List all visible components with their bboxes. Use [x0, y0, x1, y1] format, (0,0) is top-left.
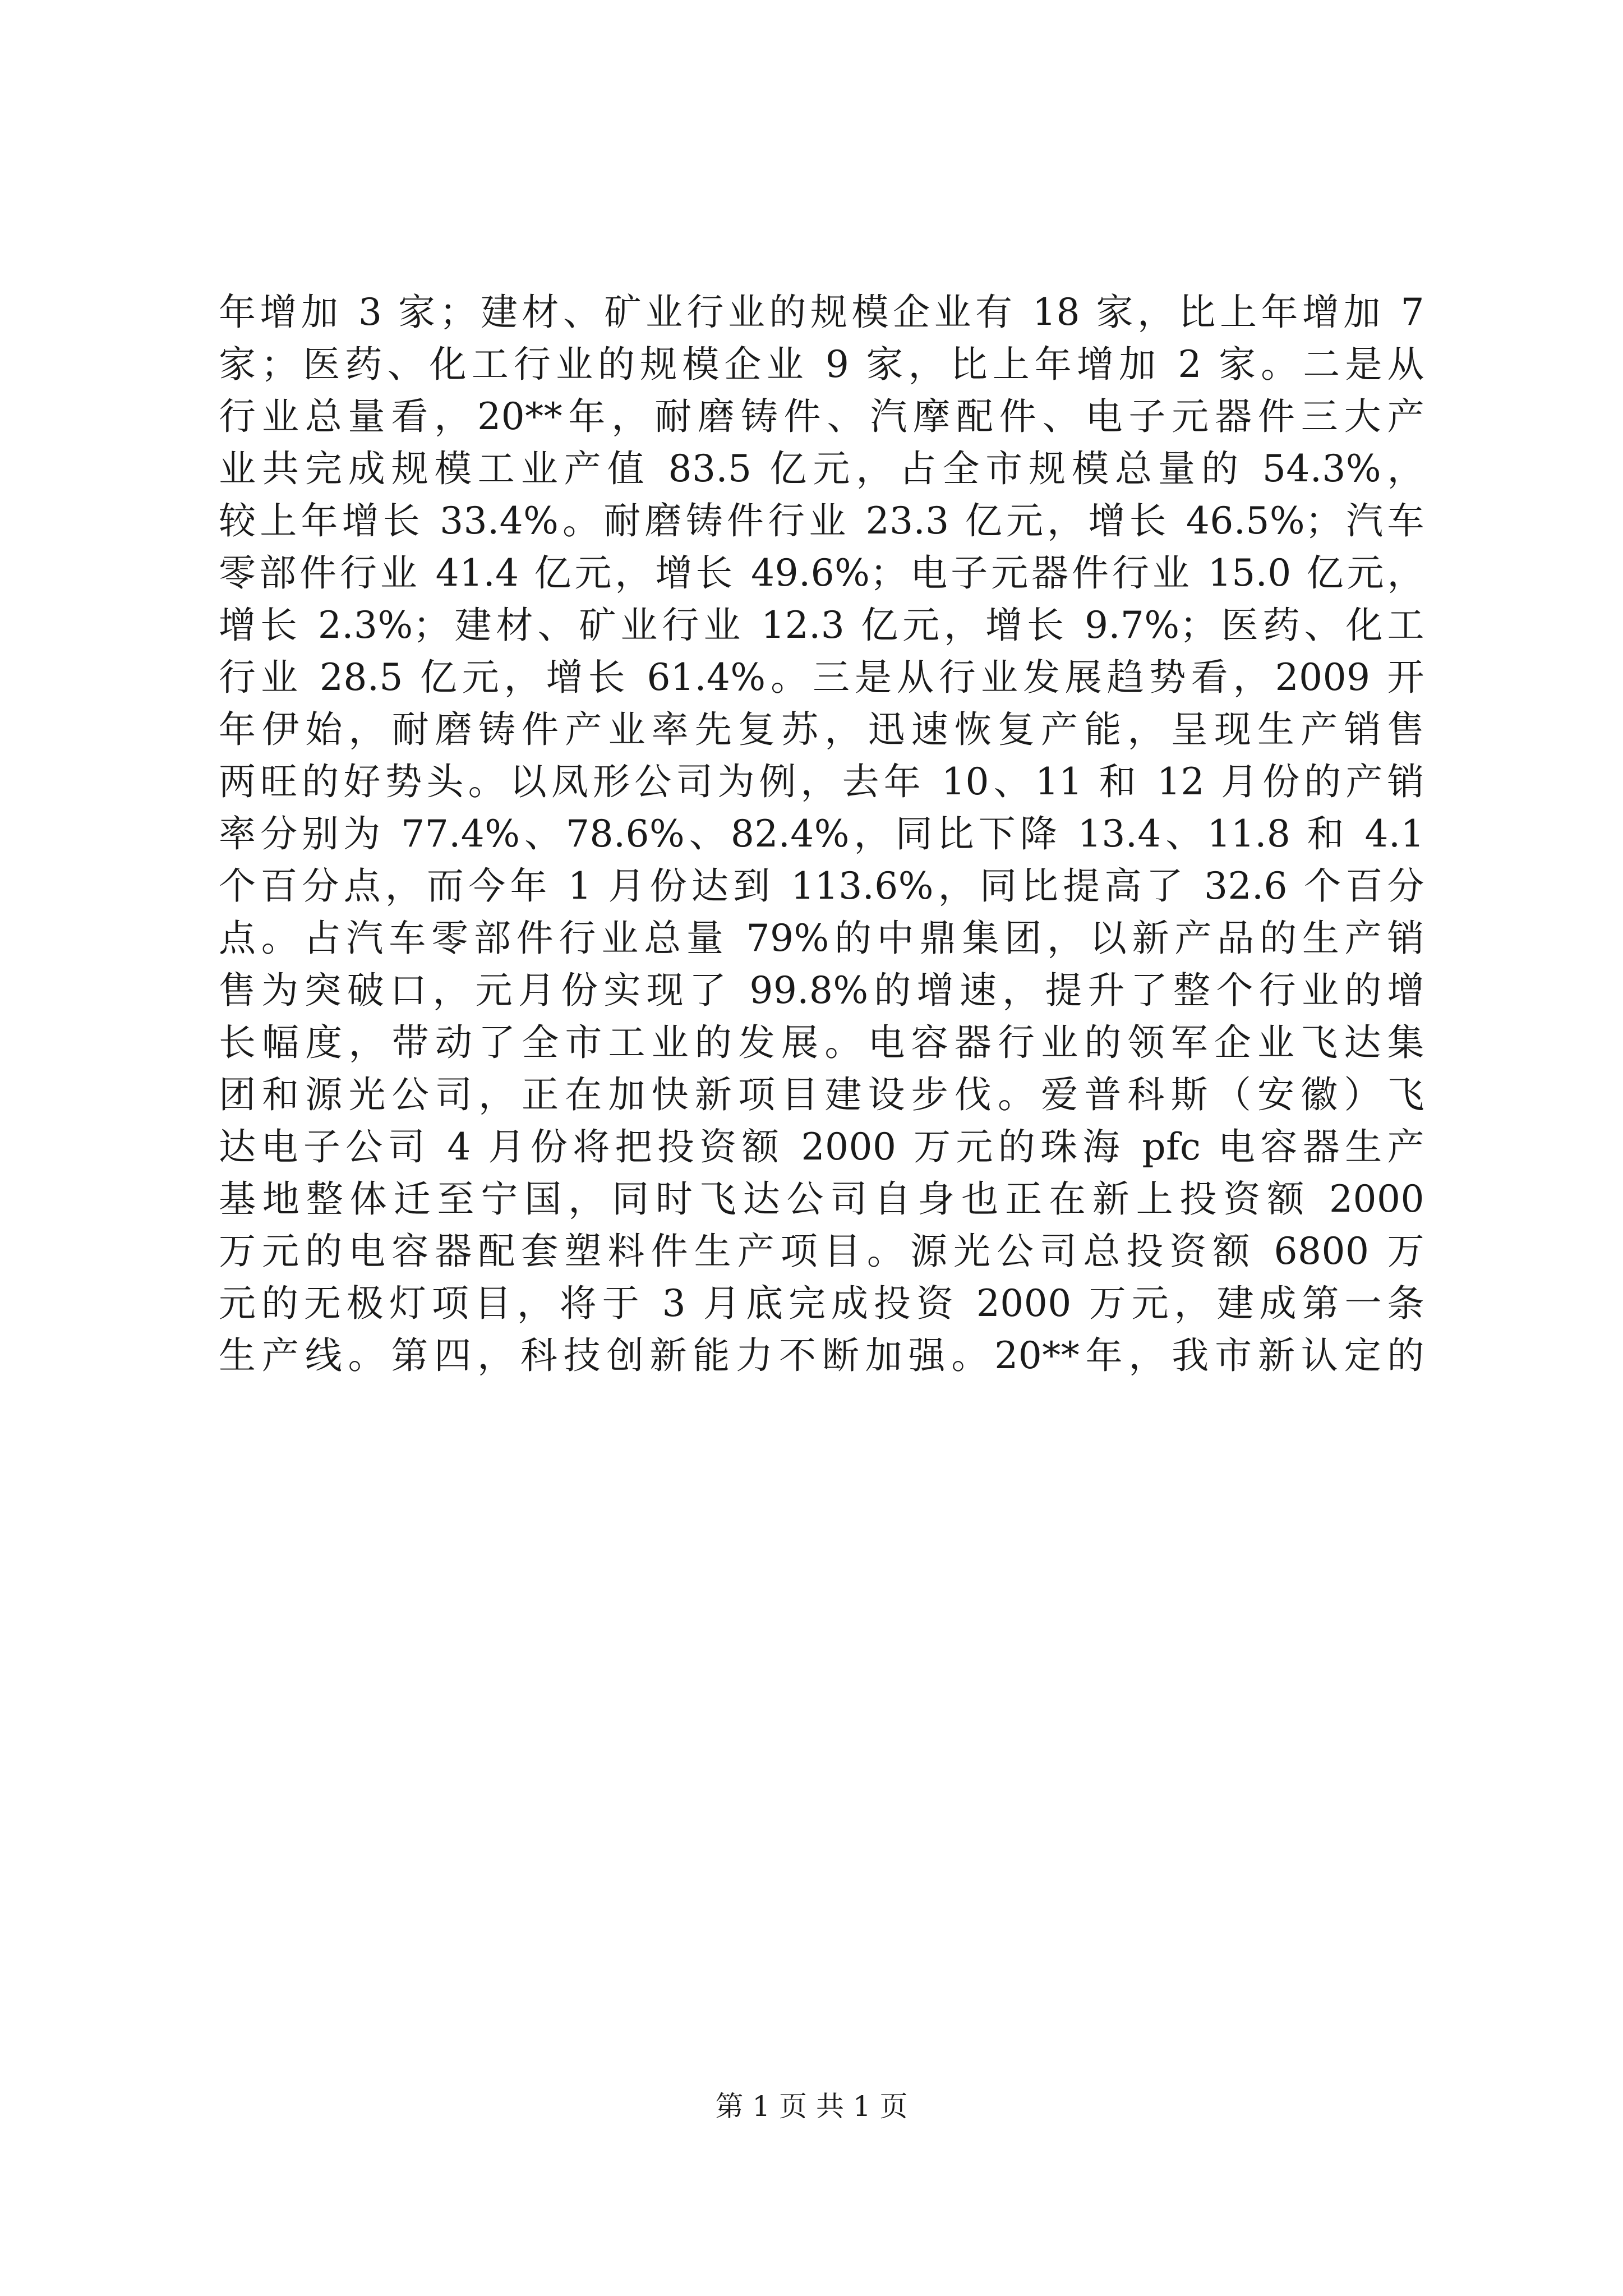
text-line: 率分别为 77.4%、78.6%、82.4%，同比下降 13.4、11.8 和 4.1 — [219, 812, 1424, 855]
text-line: 达电子公司 4 月份将把投资额 2000 万元的珠海 pfc 电容器生产 — [219, 1125, 1424, 1168]
page-footer — [0, 2090, 1623, 2123]
text-line: 年增加 3 家；建材、矿业行业的规模企业有 18 家，比上年增加 7 — [219, 291, 1424, 334]
text-line: 年伊始，耐磨铸件产业率先复苏，迅速恢复产能，呈现生产销售 — [219, 708, 1424, 751]
text-line: 个百分点，而今年 1 月份达到 113.6%，同比提高了 32.6 个百分 — [219, 864, 1424, 908]
text-line: 售为突破口，元月份实现了 99.8%的增速，提升了整个行业的增 — [219, 969, 1424, 1012]
text-line: 零部件行业 41.4 亿元，增长 49.6%；电子元器件行业 15.0 亿元， — [219, 551, 1424, 595]
text-line: 两旺的好势头。以凤形公司为例，去年 10、11 和 12 月份的产销 — [219, 760, 1424, 803]
text-line: 点。占汽车零部件行业总量 79%的中鼎集团，以新产品的生产销 — [219, 917, 1424, 960]
text-line: 行业 28.5 亿元，增长 61.4%。三是从行业发展趋势看，2009 开 — [219, 656, 1424, 699]
text-line: 较上年增长 33.4%。耐磨铸件行业 23.3 亿元，增长 46.5%；汽车 — [219, 499, 1424, 542]
text-line: 业共完成规模工业产值 83.5 亿元，占全市规模总量的 54.3%， — [219, 447, 1424, 490]
text-line: 家；医药、化工行业的规模企业 9 家，比上年增加 2 家。二是从 — [219, 343, 1424, 386]
text-line: 增长 2.3%；建材、矿业行业 12.3 亿元，增长 9.7%；医药、化工 — [219, 604, 1424, 647]
text-line: 万元的电容器配套塑料件生产项目。源光公司总投资额 6800 万 — [219, 1230, 1424, 1273]
text-line: 元的无极灯项目，将于 3 月底完成投资 2000 万元，建成第一条 — [219, 1282, 1424, 1325]
text-line: 基地整体迁至宁国，同时飞达公司自身也正在新上投资额 2000 — [219, 1177, 1424, 1221]
page-number-label: 第 1 页 共 1 页 — [715, 2090, 908, 2123]
text-line: 长幅度，带动了全市工业的发展。电容器行业的领军企业飞达集 — [219, 1021, 1424, 1064]
text-line: 行业总量看，20**年，耐磨铸件、汽摩配件、电子元器件三大产 — [219, 395, 1424, 438]
body-text — [219, 286, 1424, 1382]
text-line: 团和源光公司，正在加快新项目建设步伐。爱普科斯（安徽）飞 — [219, 1073, 1424, 1116]
text-line: 生产线。第四，科技创新能力不断加强。20**年，我市新认定的 — [219, 1334, 1424, 1377]
